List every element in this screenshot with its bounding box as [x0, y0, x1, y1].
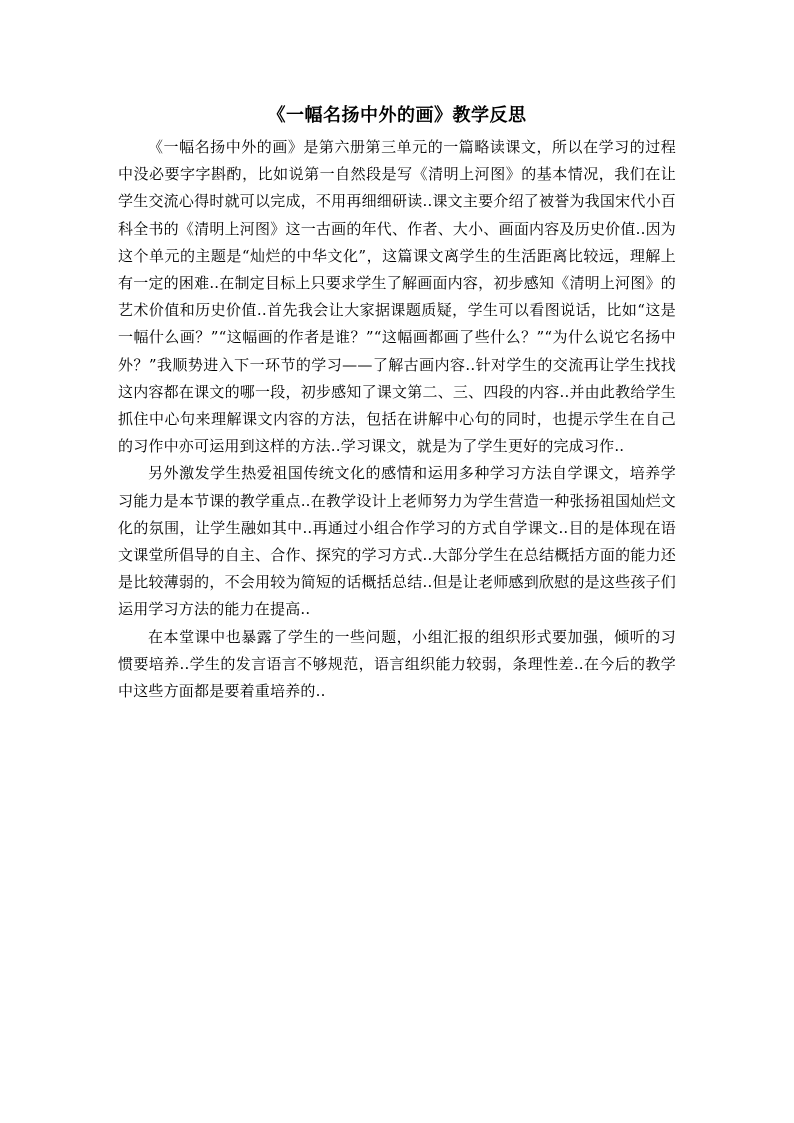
paragraph-3: 在本堂课中也暴露了学生的一些问题，小组汇报的组织形式要加强，倾听的习惯要培养..学生的发言语言不够规范，语言组织能力较弱，条理性差..在今后的教学中这些方面都是要着重培养的..	[118, 627, 676, 701]
document-body	[118, 134, 676, 705]
paragraph-2: 另外激发学生热爱祖国传统文化的感情和运用多种学习方法自学课文，培养学习能力是本节课的教学重点..在教学设计上老师努力为学生营造一种张扬祖国灿烂文化的氛围，让学生融如其中..再通过小组合作学习的方式自学课文..目的是体现在语文课堂所倡导的自主、合作、探究的学习方式..大部分学生在总结概括方面的能力还是比较薄弱的，不会用较为简短的话概括总结..但是让老师感到欣慰的是这些孩子们运用学习方法的能力在提高..	[118, 464, 676, 619]
paragraph-1: 《一幅名扬中外的画》是第六册第三单元的一篇略读课文，所以在学习的过程中没必要字字斟酌，比如说第一自然段是写《清明上河图》的基本情况，我们在让学生交流心得时就可以完成，不用再细细研读..课文主要介绍了被誉为我国宋代小百科全书的《清明上河图》这一古画的年代、作者、大小、画面内容及历史价值..因为这个单元的主题是“灿烂的中华文化”，这篇课文离学生的生活距离比较远，理解上有一定的困难..在制定目标上只要求学生了解画面内容，初步感知《清明上河图》的艺术价值和历史价值..首先我会让大家据课题质疑，学生可以看图说话，比如“这是一幅什么画？”“这幅画的作者是谁？”“这幅画都画了些什么？”“为什么说它名扬中外？”我顺势进入下一环节的学习——了解古画内容..针对学生的交流再让学生找找这内容都在课文的哪一段，初步感知了课文第二、三、四段的内容..并由此教给学生抓住中心句来理解课文内容的方法，包括在讲解中心句的同时，也提示学生在自己的习作中亦可运用到这样的方法..学习课文，就是为了学生更好的完成习作..	[118, 138, 676, 456]
document-title: 《一幅名扬中外的画》教学反思	[267, 105, 527, 126]
